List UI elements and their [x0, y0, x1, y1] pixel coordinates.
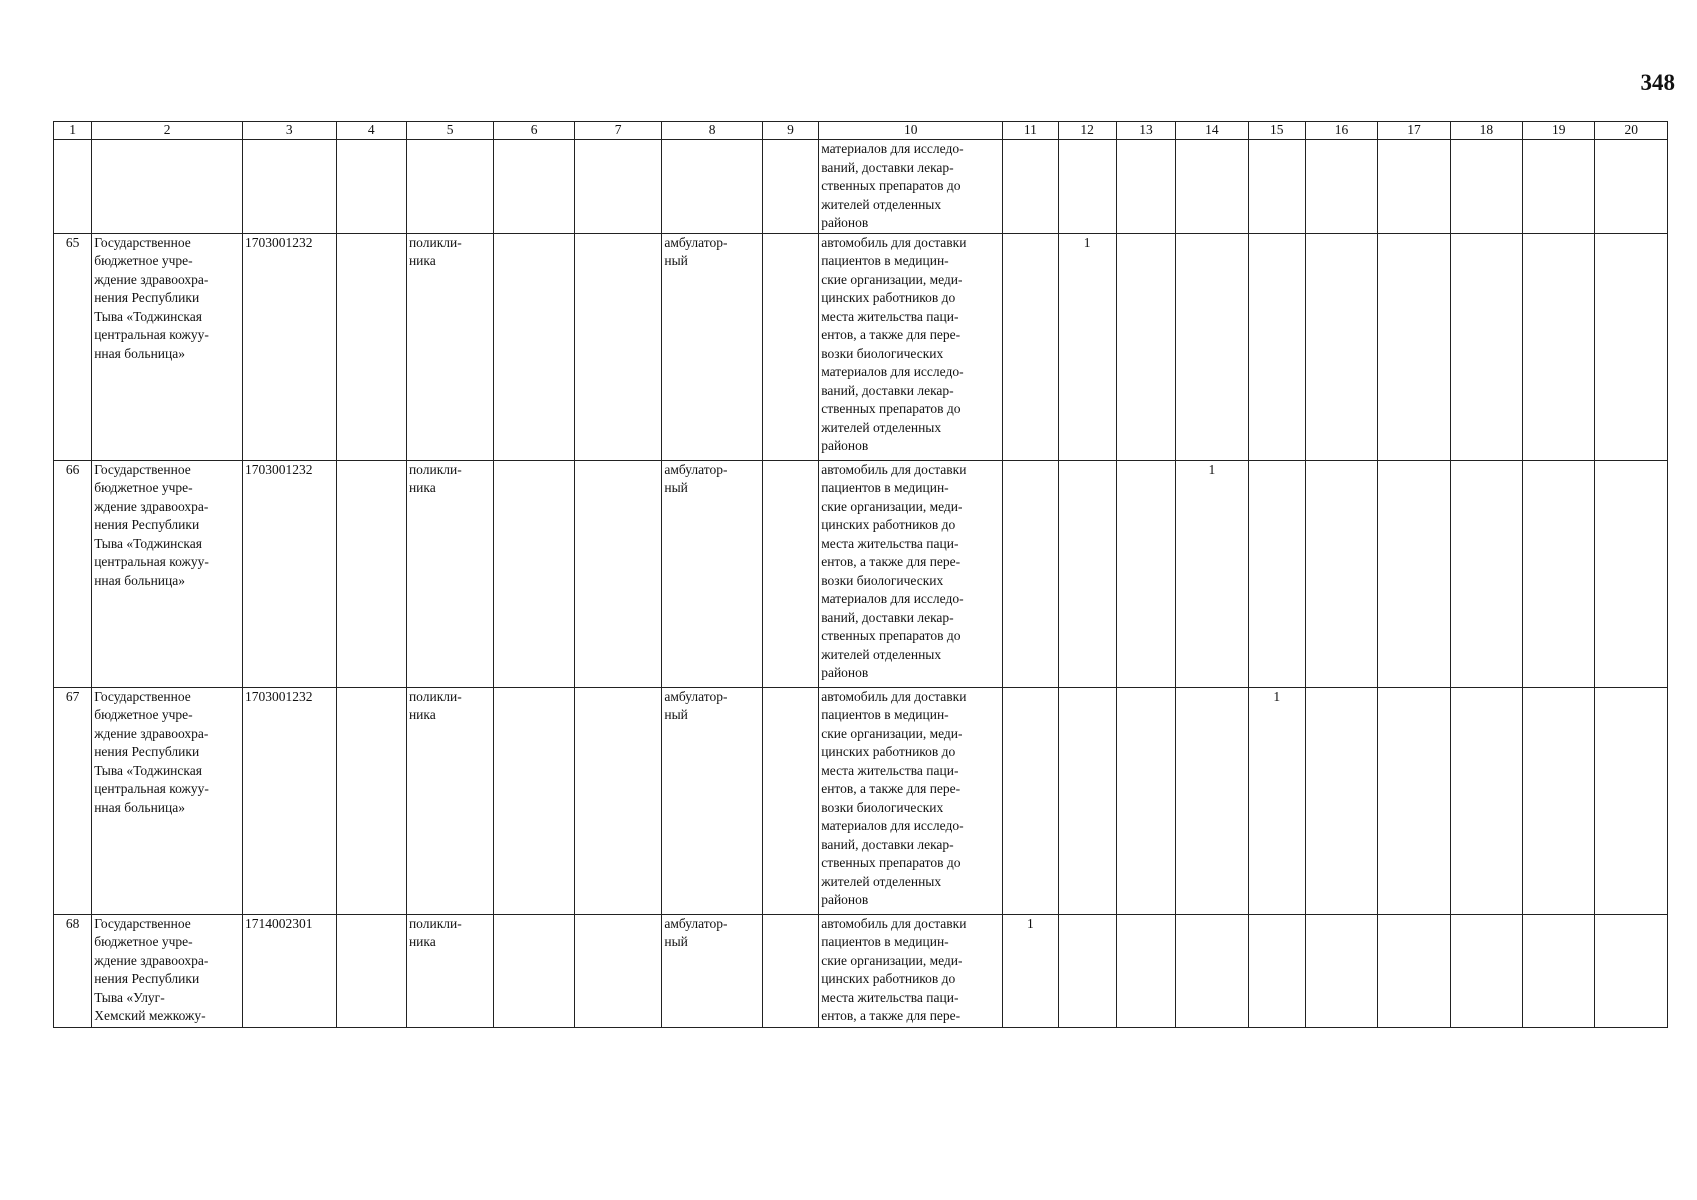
cell-col1 [54, 140, 92, 234]
row-number: 66 [54, 460, 92, 687]
cell-col4 [336, 233, 406, 460]
vehicle-count: 1 [1176, 460, 1248, 687]
inn-code: 1703001232 [243, 460, 337, 687]
cell-col20 [1595, 687, 1668, 914]
row-number: 65 [54, 233, 92, 460]
cell-col12 [1058, 140, 1116, 234]
cell-col17 [1378, 233, 1450, 460]
cell-col6 [494, 233, 574, 460]
cell-col3 [243, 140, 337, 234]
cell-col7 [574, 914, 661, 1027]
organization-name: Государственное бюджетное учре- ждение здравоохра- нения Республики Тыва «Тоджинская центральная кожуу- нная больница» [92, 687, 243, 914]
column-header-12: 12 [1058, 122, 1116, 140]
column-header-13: 13 [1116, 122, 1175, 140]
vehicle-count: 1 [1058, 233, 1116, 460]
cell-col9 [762, 914, 818, 1027]
cell-col6 [494, 687, 574, 914]
column-header-14: 14 [1176, 122, 1248, 140]
table-row [54, 460, 1668, 687]
vehicle-count: 1 [1003, 914, 1058, 1027]
cell-col16 [1305, 914, 1377, 1027]
cell-col13 [1116, 233, 1175, 460]
column-header-8: 8 [662, 122, 763, 140]
column-header-16: 16 [1305, 122, 1377, 140]
unit-type: поликли- ника [406, 233, 493, 460]
cell-col17 [1378, 140, 1450, 234]
column-header-1: 1 [54, 122, 92, 140]
cell-col7 [574, 140, 661, 234]
cell-col16 [1305, 140, 1377, 234]
cell-col9 [762, 140, 818, 234]
cell-col19 [1523, 233, 1595, 460]
organization-name: Государственное бюджетное учре- ждение здравоохра- нения Республики Тыва «Тоджинская центральная кожуу- нная больница» [92, 233, 243, 460]
unit-type: поликли- ника [406, 687, 493, 914]
vehicle-purpose: автомобиль для доставки пациентов в медицин- ские организации, меди- цинских работников до места жительства паци- ентов, а также для пере- возки биологических материалов для исследо- ваний, доставки лекар- ственных препаратов до жителей отделенных районов [819, 687, 1003, 914]
cell-col7 [574, 687, 661, 914]
cell-col19 [1523, 914, 1595, 1027]
cell-col4 [336, 140, 406, 234]
cell-col20 [1595, 140, 1668, 234]
cell-col6 [494, 460, 574, 687]
column-header-10: 10 [819, 122, 1003, 140]
cell-col7 [574, 460, 661, 687]
cell-col13 [1116, 140, 1175, 234]
care-type: амбулатор- ный [662, 233, 763, 460]
care-type: амбулатор- ный [662, 687, 763, 914]
column-header-19: 19 [1523, 122, 1595, 140]
continuation-row [54, 140, 1668, 234]
page-number: 348 [1640, 70, 1675, 95]
cell-col16 [1305, 687, 1377, 914]
cell-col9 [762, 233, 818, 460]
cell-col15 [1248, 140, 1305, 234]
cell-col8 [662, 140, 763, 234]
cell-col11 [1003, 460, 1058, 687]
cell-col14 [1176, 687, 1248, 914]
cell-col11 [1003, 687, 1058, 914]
cell-col14 [1176, 233, 1248, 460]
cell-col6 [494, 140, 574, 234]
vehicle-count: 1 [1248, 687, 1305, 914]
care-type: амбулатор- ный [662, 460, 763, 687]
table-row [54, 233, 1668, 460]
organization-name: Государственное бюджетное учре- ждение здравоохра- нения Республики Тыва «Тоджинская центральная кожуу- нная больница» [92, 460, 243, 687]
row-number: 68 [54, 914, 92, 1027]
cell-col2 [92, 140, 243, 234]
table-row [54, 914, 1668, 1027]
inn-code: 1703001232 [243, 233, 337, 460]
cell-col19 [1523, 460, 1595, 687]
cell-col15 [1248, 460, 1305, 687]
cell-col4 [336, 914, 406, 1027]
cell-col14 [1176, 140, 1248, 234]
vehicle-purpose: автомобиль для доставки пациентов в медицин- ские организации, меди- цинских работников до места жительства паци- ентов, а также для пере- возки биологических материалов для исследо- ваний, доставки лекар- ственных препаратов до жителей отделенных районов [819, 460, 1003, 687]
vehicle-purpose: автомобиль для доставки пациентов в медицин- ские организации, меди- цинских работников до места жительства паци- ентов, а также для пере- возки биологических материалов для исследо- ваний, доставки лекар- ственных препаратов до жителей отделенных районов [819, 233, 1003, 460]
cell-col11 [1003, 233, 1058, 460]
cell-col12 [1058, 687, 1116, 914]
column-header-7: 7 [574, 122, 661, 140]
cell-col17 [1378, 460, 1450, 687]
table-row [54, 687, 1668, 914]
cell-col6 [494, 914, 574, 1027]
cell-col19 [1523, 687, 1595, 914]
cell-col11 [1003, 140, 1058, 234]
column-header-2: 2 [92, 122, 243, 140]
cell-col18 [1450, 460, 1522, 687]
cell-col10-purpose: материалов для исследо- ваний, доставки лекар- ственных препаратов до жителей отделенных районов [819, 140, 1003, 234]
cell-col12 [1058, 914, 1116, 1027]
vehicle-purpose: автомобиль для доставки пациентов в медицин- ские организации, меди- цинских работников до места жительства паци- ентов, а также для пере- [819, 914, 1003, 1027]
cell-col18 [1450, 233, 1522, 460]
column-header-17: 17 [1378, 122, 1450, 140]
row-number: 67 [54, 687, 92, 914]
cell-col17 [1378, 687, 1450, 914]
cell-col20 [1595, 914, 1668, 1027]
column-header-row [54, 122, 1668, 140]
column-header-11: 11 [1003, 122, 1058, 140]
cell-col7 [574, 233, 661, 460]
cell-col16 [1305, 233, 1377, 460]
column-header-3: 3 [243, 122, 337, 140]
inn-code: 1703001232 [243, 687, 337, 914]
organization-name: Государственное бюджетное учре- ждение здравоохра- нения Республики Тыва «Улуг- Хемский межкожу- [92, 914, 243, 1027]
care-type: амбулатор- ный [662, 914, 763, 1027]
cell-col18 [1450, 687, 1522, 914]
column-header-20: 20 [1595, 122, 1668, 140]
cell-col12 [1058, 460, 1116, 687]
cell-col15 [1248, 914, 1305, 1027]
cell-col17 [1378, 914, 1450, 1027]
cell-col4 [336, 460, 406, 687]
registry-table-wrapper [53, 121, 1668, 1028]
column-header-9: 9 [762, 122, 818, 140]
cell-col5 [406, 140, 493, 234]
inn-code: 1714002301 [243, 914, 337, 1027]
column-header-5: 5 [406, 122, 493, 140]
column-header-4: 4 [336, 122, 406, 140]
column-header-18: 18 [1450, 122, 1522, 140]
cell-col20 [1595, 233, 1668, 460]
cell-col13 [1116, 460, 1175, 687]
cell-col4 [336, 687, 406, 914]
column-header-6: 6 [494, 122, 574, 140]
cell-col15 [1248, 233, 1305, 460]
cell-col14 [1176, 914, 1248, 1027]
column-header-15: 15 [1248, 122, 1305, 140]
cell-col18 [1450, 140, 1522, 234]
cell-col19 [1523, 140, 1595, 234]
cell-col20 [1595, 460, 1668, 687]
cell-col18 [1450, 914, 1522, 1027]
cell-col16 [1305, 460, 1377, 687]
cell-col13 [1116, 687, 1175, 914]
cell-col9 [762, 460, 818, 687]
cell-col13 [1116, 914, 1175, 1027]
registry-table [53, 121, 1668, 1028]
unit-type: поликли- ника [406, 460, 493, 687]
cell-col9 [762, 687, 818, 914]
unit-type: поликли- ника [406, 914, 493, 1027]
table-body [54, 140, 1668, 1028]
